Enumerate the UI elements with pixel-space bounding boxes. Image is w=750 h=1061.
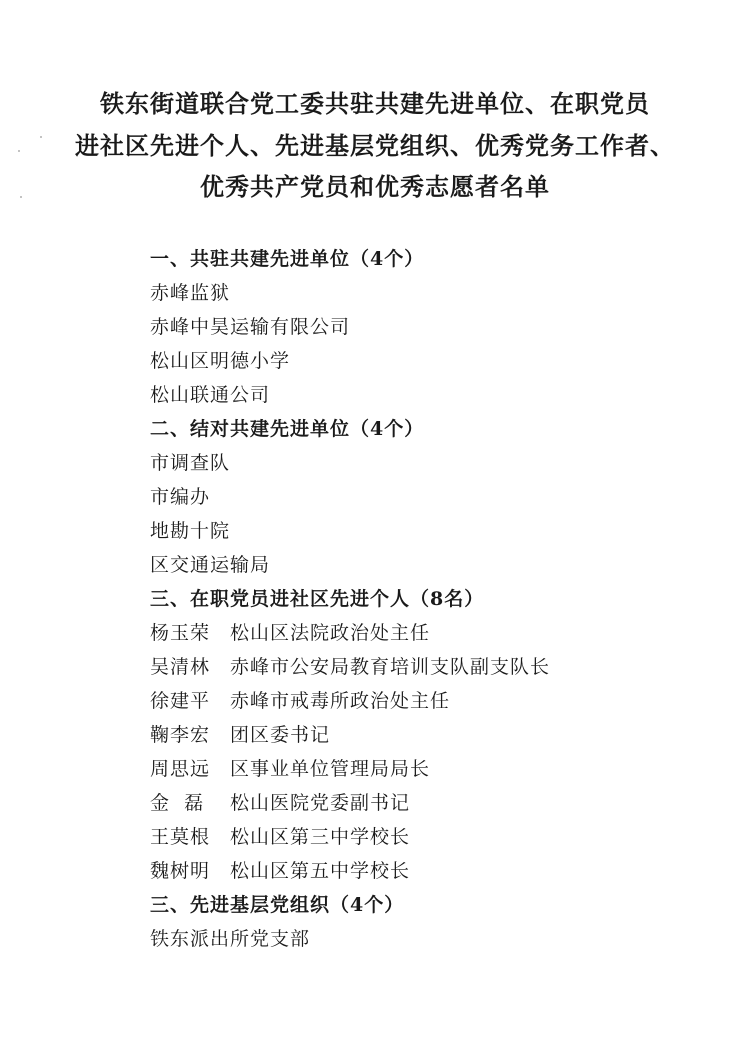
person-row: [150, 820, 710, 854]
person-title: 松山区第三中学校长: [230, 826, 411, 848]
list-item: 区交通运输局: [150, 554, 271, 576]
list-item: 松山联通公司: [150, 384, 271, 406]
section-heading: 二、结对共建先进单位（4个）: [150, 418, 425, 440]
person-title: 松山医院党委副书记: [230, 792, 411, 814]
person-title: 区事业单位管理局局长: [230, 758, 431, 780]
section-heading: 三、在职党员进社区先进个人（8名）: [150, 588, 485, 610]
person-title: 松山区第五中学校长: [230, 860, 411, 882]
person-title: 松山区法院政治处主任: [230, 622, 431, 644]
list-item: 赤峰中昊运输有限公司: [150, 316, 351, 338]
list-item: 铁东派出所党支部: [150, 928, 311, 950]
person-row: [150, 616, 710, 650]
document-title-line-1: 铁东街道联合党工委共驻共建先进单位、在职党员: [100, 89, 650, 118]
person-title: 团区委书记: [230, 724, 331, 746]
person-row: [150, 650, 710, 684]
person-name: 周思远: [150, 758, 211, 780]
person-name: 徐建平: [150, 690, 211, 712]
list-item: 松山区明德小学: [150, 350, 291, 372]
scan-speck: [40, 136, 42, 138]
person-name: 魏树明: [150, 860, 211, 882]
list-item: 赤峰监狱: [150, 282, 231, 304]
person-row: [150, 854, 710, 888]
person-row: [150, 718, 710, 752]
person-name: 鞠李宏: [150, 724, 211, 746]
person-name: 杨玉荣: [150, 622, 211, 644]
person-row: [150, 752, 710, 786]
document-title-line-2: 进社区先进个人、先进基层党组织、优秀党务工作者、: [75, 131, 675, 160]
document-title-line-3: 优秀共产党员和优秀志愿者名单: [200, 172, 550, 201]
scan-speck: [18, 150, 20, 152]
section-heading: 一、共驻共建先进单位（4个）: [150, 248, 425, 270]
list-item: 市调查队: [150, 452, 231, 474]
list-item: 地勘十院: [150, 520, 231, 542]
person-title: 赤峰市戒毒所政治处主任: [230, 690, 451, 712]
person-title: 赤峰市公安局教育培训支队副支队长: [230, 656, 551, 678]
scan-speck: [20, 196, 22, 198]
person-name: 金 磊: [150, 792, 205, 814]
list-item: 市编办: [150, 486, 211, 508]
person-name: 王莫根: [150, 826, 211, 848]
person-name: 吴清林: [150, 656, 211, 678]
person-row: [150, 786, 710, 820]
person-row: [150, 684, 710, 718]
document-body: [150, 242, 710, 956]
section-heading: 三、先进基层党组织（4个）: [150, 894, 405, 916]
